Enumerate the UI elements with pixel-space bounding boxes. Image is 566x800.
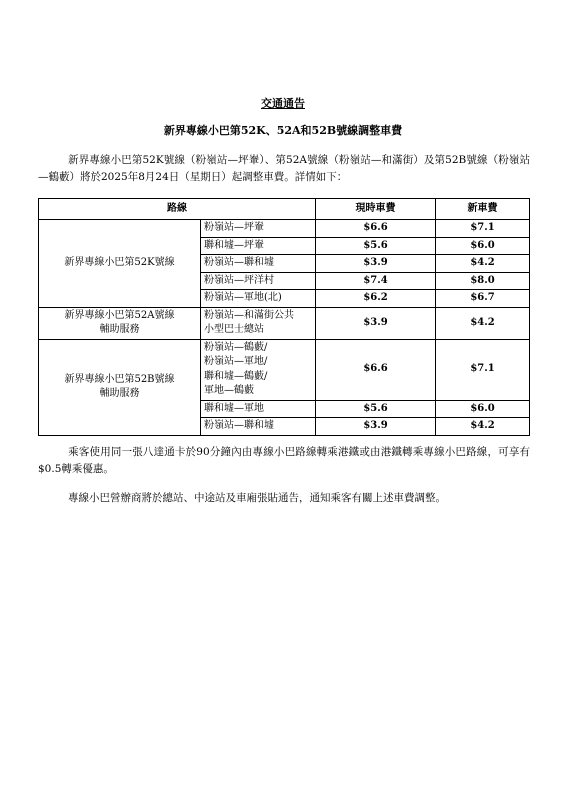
route-section	[201, 237, 316, 255]
new-fare: $6.0	[436, 400, 530, 418]
current-fare: $5.6	[316, 400, 436, 418]
route-section-line: 粉嶺站—軍地(北)	[204, 292, 282, 303]
route-section	[201, 272, 316, 290]
current-fare: $7.4	[316, 272, 436, 290]
route-group-label-line: 新界專線小巴第52K號線	[64, 257, 175, 268]
current-fare: $6.6	[316, 220, 436, 238]
route-section-line: 粉嶺站—坪輋	[204, 222, 264, 233]
header-route: 路線	[39, 199, 316, 220]
route-section	[201, 418, 316, 436]
operator-text: 專線小巴營辦商將於總站、中途站及車廂張貼通告，通知乘客有關上述車費調整。	[68, 492, 446, 504]
route-group-label	[39, 307, 201, 339]
new-fare: $4.2	[436, 307, 530, 339]
interchange-paragraph	[38, 444, 530, 478]
route-group-label-line: 新界專線小巴第52B號線	[64, 373, 175, 385]
route-section	[201, 307, 316, 339]
route-section	[201, 220, 316, 238]
new-fare: $6.0	[436, 237, 530, 255]
table-row	[39, 339, 530, 400]
interchange-text: 乘客使用同一張八達通卡於90分鐘內由專線小巴路線轉乘港鐵或由港鐵轉乘專線小巴路線，可享有$0.5轉乘優惠。	[38, 446, 530, 475]
current-fare: $3.9	[316, 255, 436, 273]
current-fare: $3.9	[316, 418, 436, 436]
route-group-label-line: 輔助服務	[99, 388, 140, 399]
route-group-label-line: 新界專線小巴第52A號線	[64, 309, 175, 321]
route-group-label-line: 輔助服務	[99, 324, 140, 335]
current-fare: $5.6	[316, 237, 436, 255]
table-row	[39, 220, 530, 238]
route-section-line: 粉嶺站—軍地/	[204, 356, 268, 367]
route-section	[201, 255, 316, 273]
new-fare: $7.1	[436, 339, 530, 400]
route-section	[201, 400, 316, 418]
new-fare: $8.0	[436, 272, 530, 290]
route-group-label	[39, 220, 201, 308]
fare-table	[38, 198, 530, 436]
fare-table-header-row	[39, 199, 530, 220]
current-fare: $3.9	[316, 307, 436, 339]
current-fare: $6.2	[316, 290, 436, 308]
route-section-line: 聯和墟—軍地	[204, 402, 264, 414]
operator-paragraph	[38, 490, 530, 507]
notice-subject: 新界專線小巴第52K、52A和52B號線調整車費	[163, 124, 403, 137]
route-section-line: 粉嶺站—坪洋村	[204, 274, 274, 286]
route-section	[201, 290, 316, 308]
header-new-fare: 新車費	[436, 199, 530, 220]
intro-paragraph	[38, 152, 530, 186]
route-section-line: 粉嶺站—鶴藪/	[204, 341, 268, 353]
new-fare: $7.1	[436, 220, 530, 238]
route-section	[201, 339, 316, 400]
route-section-line: 小型巴士總站	[204, 324, 264, 335]
route-section-line: 粉嶺站—和滿街公共	[204, 309, 294, 321]
route-section-line: 粉嶺站—聯和墟	[204, 420, 274, 431]
table-row	[39, 307, 530, 339]
notice-heading: 交通通告	[261, 97, 305, 110]
intro-text: 新界專線小巴第52K號線（粉嶺站—坪輋）、第52A號線（粉嶺站—和滿街）及第52B號線（粉嶺站—鶴藪）將於2025年8月24日（星期日）起調整車費。詳情如下：	[38, 154, 530, 183]
route-group-label	[39, 339, 201, 435]
route-section-line: 聯和墟—坪輋	[204, 239, 264, 251]
header-current-fare: 現時車費	[316, 199, 436, 220]
route-section-line: 粉嶺站—聯和墟	[204, 257, 274, 268]
new-fare: $4.2	[436, 255, 530, 273]
route-section-line: 軍地—鶴藪	[204, 385, 254, 396]
current-fare: $6.6	[316, 339, 436, 400]
new-fare: $6.7	[436, 290, 530, 308]
fare-table-body	[39, 220, 530, 436]
route-section-line: 聯和墟—鶴藪/	[204, 370, 268, 382]
new-fare: $4.2	[436, 418, 530, 436]
